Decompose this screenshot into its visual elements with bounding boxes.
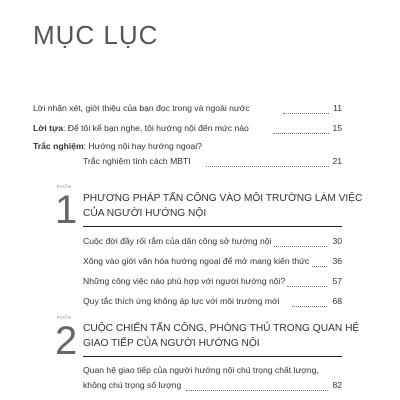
page-number: 11: [333, 103, 342, 113]
toc-entry: Những công việc nào phù hợp với người hướng nội?: [83, 276, 286, 286]
toc-entry: Quy tắc thích ứng không áp lực với môi trường mới: [83, 296, 280, 306]
leader-dots: [274, 245, 327, 247]
part-title-line1: PHƯƠNG PHÁP TẤN CÔNG VÀO MÔI TRƯỜNG LÀM VIỆC: [83, 193, 363, 204]
page-number: 68: [332, 296, 342, 306]
page-number: 21: [332, 156, 342, 166]
page-number: 30: [332, 236, 342, 246]
toc-entry-mbti: Trắc nghiệm tính cách MBTI: [83, 156, 191, 166]
part-label: PHẦN: [57, 184, 72, 189]
page-number: 15: [332, 123, 342, 133]
page-number: 36: [332, 256, 342, 266]
toc-entry-preface: Lời tựa: Để tôi kể bạn nghe, tôi hướng nội đến mức nào: [33, 123, 249, 133]
page-number: 57: [332, 276, 342, 286]
part-number: 1: [55, 188, 78, 232]
part-label: PHẦN: [57, 315, 72, 320]
toc-entry-reviews: Lời nhận xét, giới thiệu của bạn đọc trong và ngoài nước: [33, 103, 250, 113]
leader-dots: [273, 132, 329, 134]
page-number: 82: [332, 380, 342, 390]
leader-dots: [312, 265, 327, 267]
leader-dots: [287, 285, 327, 287]
part-title-line2: CỦA NGƯỜI HƯỚNG NỘI: [83, 208, 207, 219]
part-title-line2: GIAO TIẾP CỦA NGƯỜI HƯỚNG NỘI: [83, 338, 260, 349]
toc-entry-quiz: Trắc nghiệm: Hướng nội hay hướng ngoại?: [33, 141, 202, 151]
toc-entry: Xông vào giới văn hóa hướng ngoại để mở mang kiến thức: [83, 256, 310, 266]
page-title: MỤC LỤC: [33, 20, 159, 50]
part-number: 2: [55, 319, 78, 363]
leader-dots: [292, 305, 327, 307]
leader-dots: [283, 112, 329, 114]
part-title-line1: CUỘC CHIẾN TẤN CÔNG, PHÒNG THỦ TRONG QUAN HỆ: [83, 323, 360, 334]
part-divider: [83, 356, 342, 357]
toc-entry: Quan hệ giao tiếp của người hướng nội chú trọng chất lượng,: [83, 365, 319, 375]
leader-dots: [206, 165, 329, 167]
toc-entry: Cuộc đời đầy rối rắm của dân công sở hướng nội: [83, 236, 272, 246]
leader-dots: [186, 389, 328, 391]
part-divider: [83, 226, 342, 227]
toc-entry: không chú trọng số lượng: [83, 380, 182, 390]
